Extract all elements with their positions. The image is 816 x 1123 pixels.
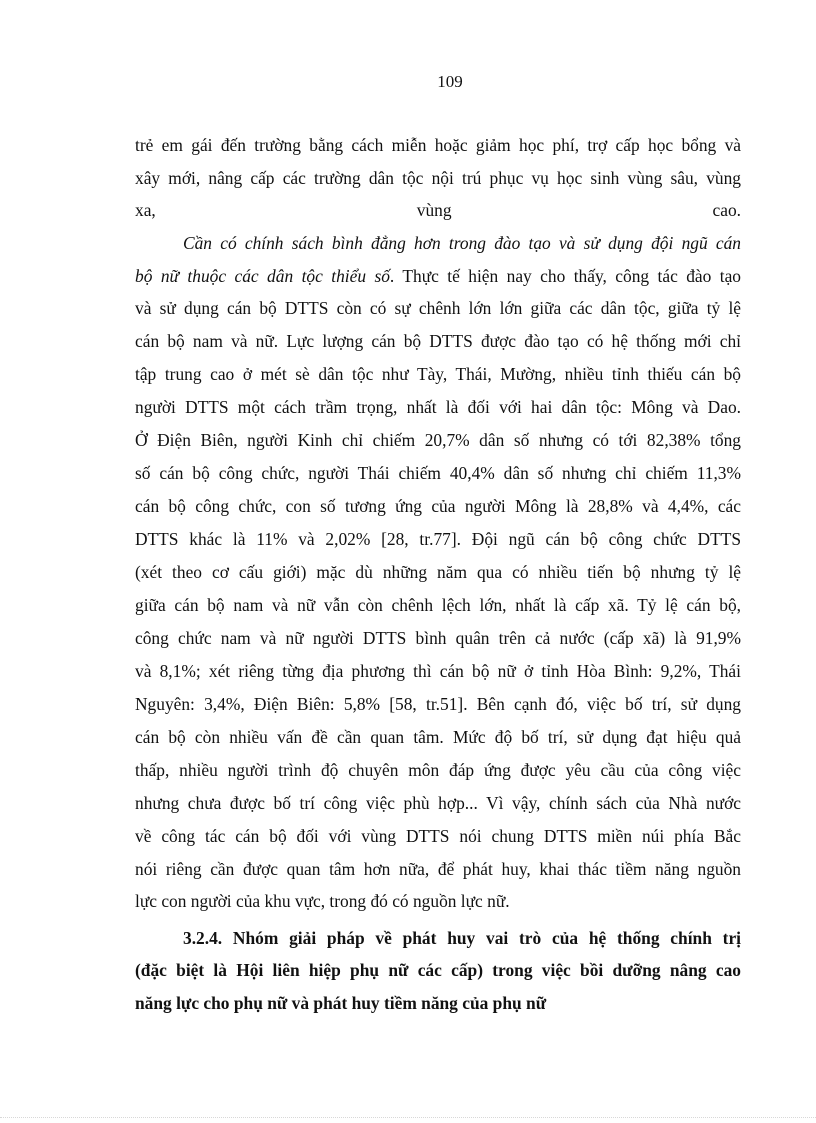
page-number: 109 bbox=[437, 72, 463, 91]
text-line: nói riêng cần được quan tâm hơn nữa, để phát huy, khai thác tiềm năng nguồn bbox=[135, 859, 741, 879]
spread-word: xa, bbox=[135, 200, 156, 220]
text-line: xây mới, nâng cấp các trường dân tộc nội trú phục vụ học sinh vùng sâu, vùng bbox=[135, 168, 741, 188]
text-line: về công tác cán bộ đối với vùng DTTS nói chung DTTS miền núi phía Bắc bbox=[135, 826, 741, 846]
text-line: giữa cán bộ nam và nữ vẫn còn chênh lệch lớn, nhất là cấp xã. Tỷ lệ cán bộ, bbox=[135, 595, 741, 615]
plain-phrase: . Thực tế hiện nay cho thấy, công tác đào tạo bbox=[389, 266, 742, 286]
heading-line: (đặc biệt là Hội liên hiệp phụ nữ các cấp) trong việc bồi dưỡng nâng cao bbox=[135, 960, 741, 980]
text-line: DTTS khác là 11% và 2,02% [28, tr.77]. Đội ngũ cán bộ công chức DTTS bbox=[135, 529, 741, 549]
page-edge-divider bbox=[0, 1117, 816, 1118]
text-line: trẻ em gái đến trường bằng cách miễn hoặc giảm học phí, trợ cấp học bổng và bbox=[135, 135, 741, 155]
heading-line: năng lực cho phụ nữ và phát huy tiềm năng của phụ nữ bbox=[135, 993, 547, 1013]
text-line: người DTTS một cách trầm trọng, nhất là đối với hai dân tộc: Mông và Dao. bbox=[135, 397, 741, 417]
text-line: Ở Điện Biên, người Kinh chỉ chiếm 20,7% dân số nhưng có tới 82,38% tổng bbox=[135, 430, 741, 450]
text-line: nhưng chưa được bố trí công việc phù hợp... Vì vậy, chính sách của Nhà nước bbox=[135, 793, 741, 813]
text-line: lực con người của khu vực, trong đó có nguồn lực nữ. bbox=[135, 891, 510, 911]
text-line: thấp, nhiều người trình độ chuyên môn đáp ứng được yêu cầu của công việc bbox=[135, 760, 741, 780]
heading-line: 3.2.4. Nhóm giải pháp về phát huy vai trò của hệ thống chính trị bbox=[183, 928, 741, 948]
spread-word: vùng bbox=[416, 200, 452, 220]
text-line: cán bộ còn nhiều vấn đề cần quan tâm. Mức độ bố trí, sử dụng đạt hiệu quả bbox=[135, 727, 741, 747]
text-line: cán bộ công chức, con số tương ứng của người Mông là 28,8% và 4,4%, các bbox=[135, 496, 741, 516]
text-line: và sử dụng cán bộ DTTS còn có sự chênh lớn lớn giữa các dân tộc, giữa tỷ lệ bbox=[135, 298, 741, 318]
text-line: Nguyên: 3,4%, Điện Biên: 5,8% [58, tr.51]. Bên cạnh đó, việc bố trí, sử dụng bbox=[135, 694, 741, 714]
italic-phrase: bộ nữ thuộc các dân tộc thiểu số bbox=[135, 266, 390, 286]
text-line-spread bbox=[135, 198, 741, 222]
text-line: công chức nam và nữ người DTTS bình quân trên cả nước (cấp xã) là 91,9% bbox=[135, 628, 741, 648]
spread-word: cao. bbox=[712, 200, 741, 220]
text-line: và 8,1%; xét riêng từng địa phương thì cán bộ nữ ở tỉnh Hòa Bình: 9,2%, Thái bbox=[135, 661, 741, 681]
text-line: tập trung cao ở mét sè dân tộc như Tày, Thái, Mường, nhiều tỉnh thiếu cán bộ bbox=[135, 364, 741, 384]
text-line: cán bộ nam và nữ. Lực lượng cán bộ DTTS được đào tạo có hệ thống mới chỉ bbox=[135, 331, 741, 351]
text-line: (xét theo cơ cấu giới) mặc dù những năm qua có nhiều tiến bộ nhưng tỷ lệ bbox=[135, 562, 741, 582]
mixed-line bbox=[135, 264, 741, 288]
text-line: số cán bộ công chức, người Thái chiếm 40,4% dân số nhưng chỉ chiếm 11,3% bbox=[135, 463, 741, 483]
italic-line: Cần có chính sách bình đẳng hơn trong đào tạo và sử dụng đội ngũ cán bbox=[183, 233, 741, 253]
